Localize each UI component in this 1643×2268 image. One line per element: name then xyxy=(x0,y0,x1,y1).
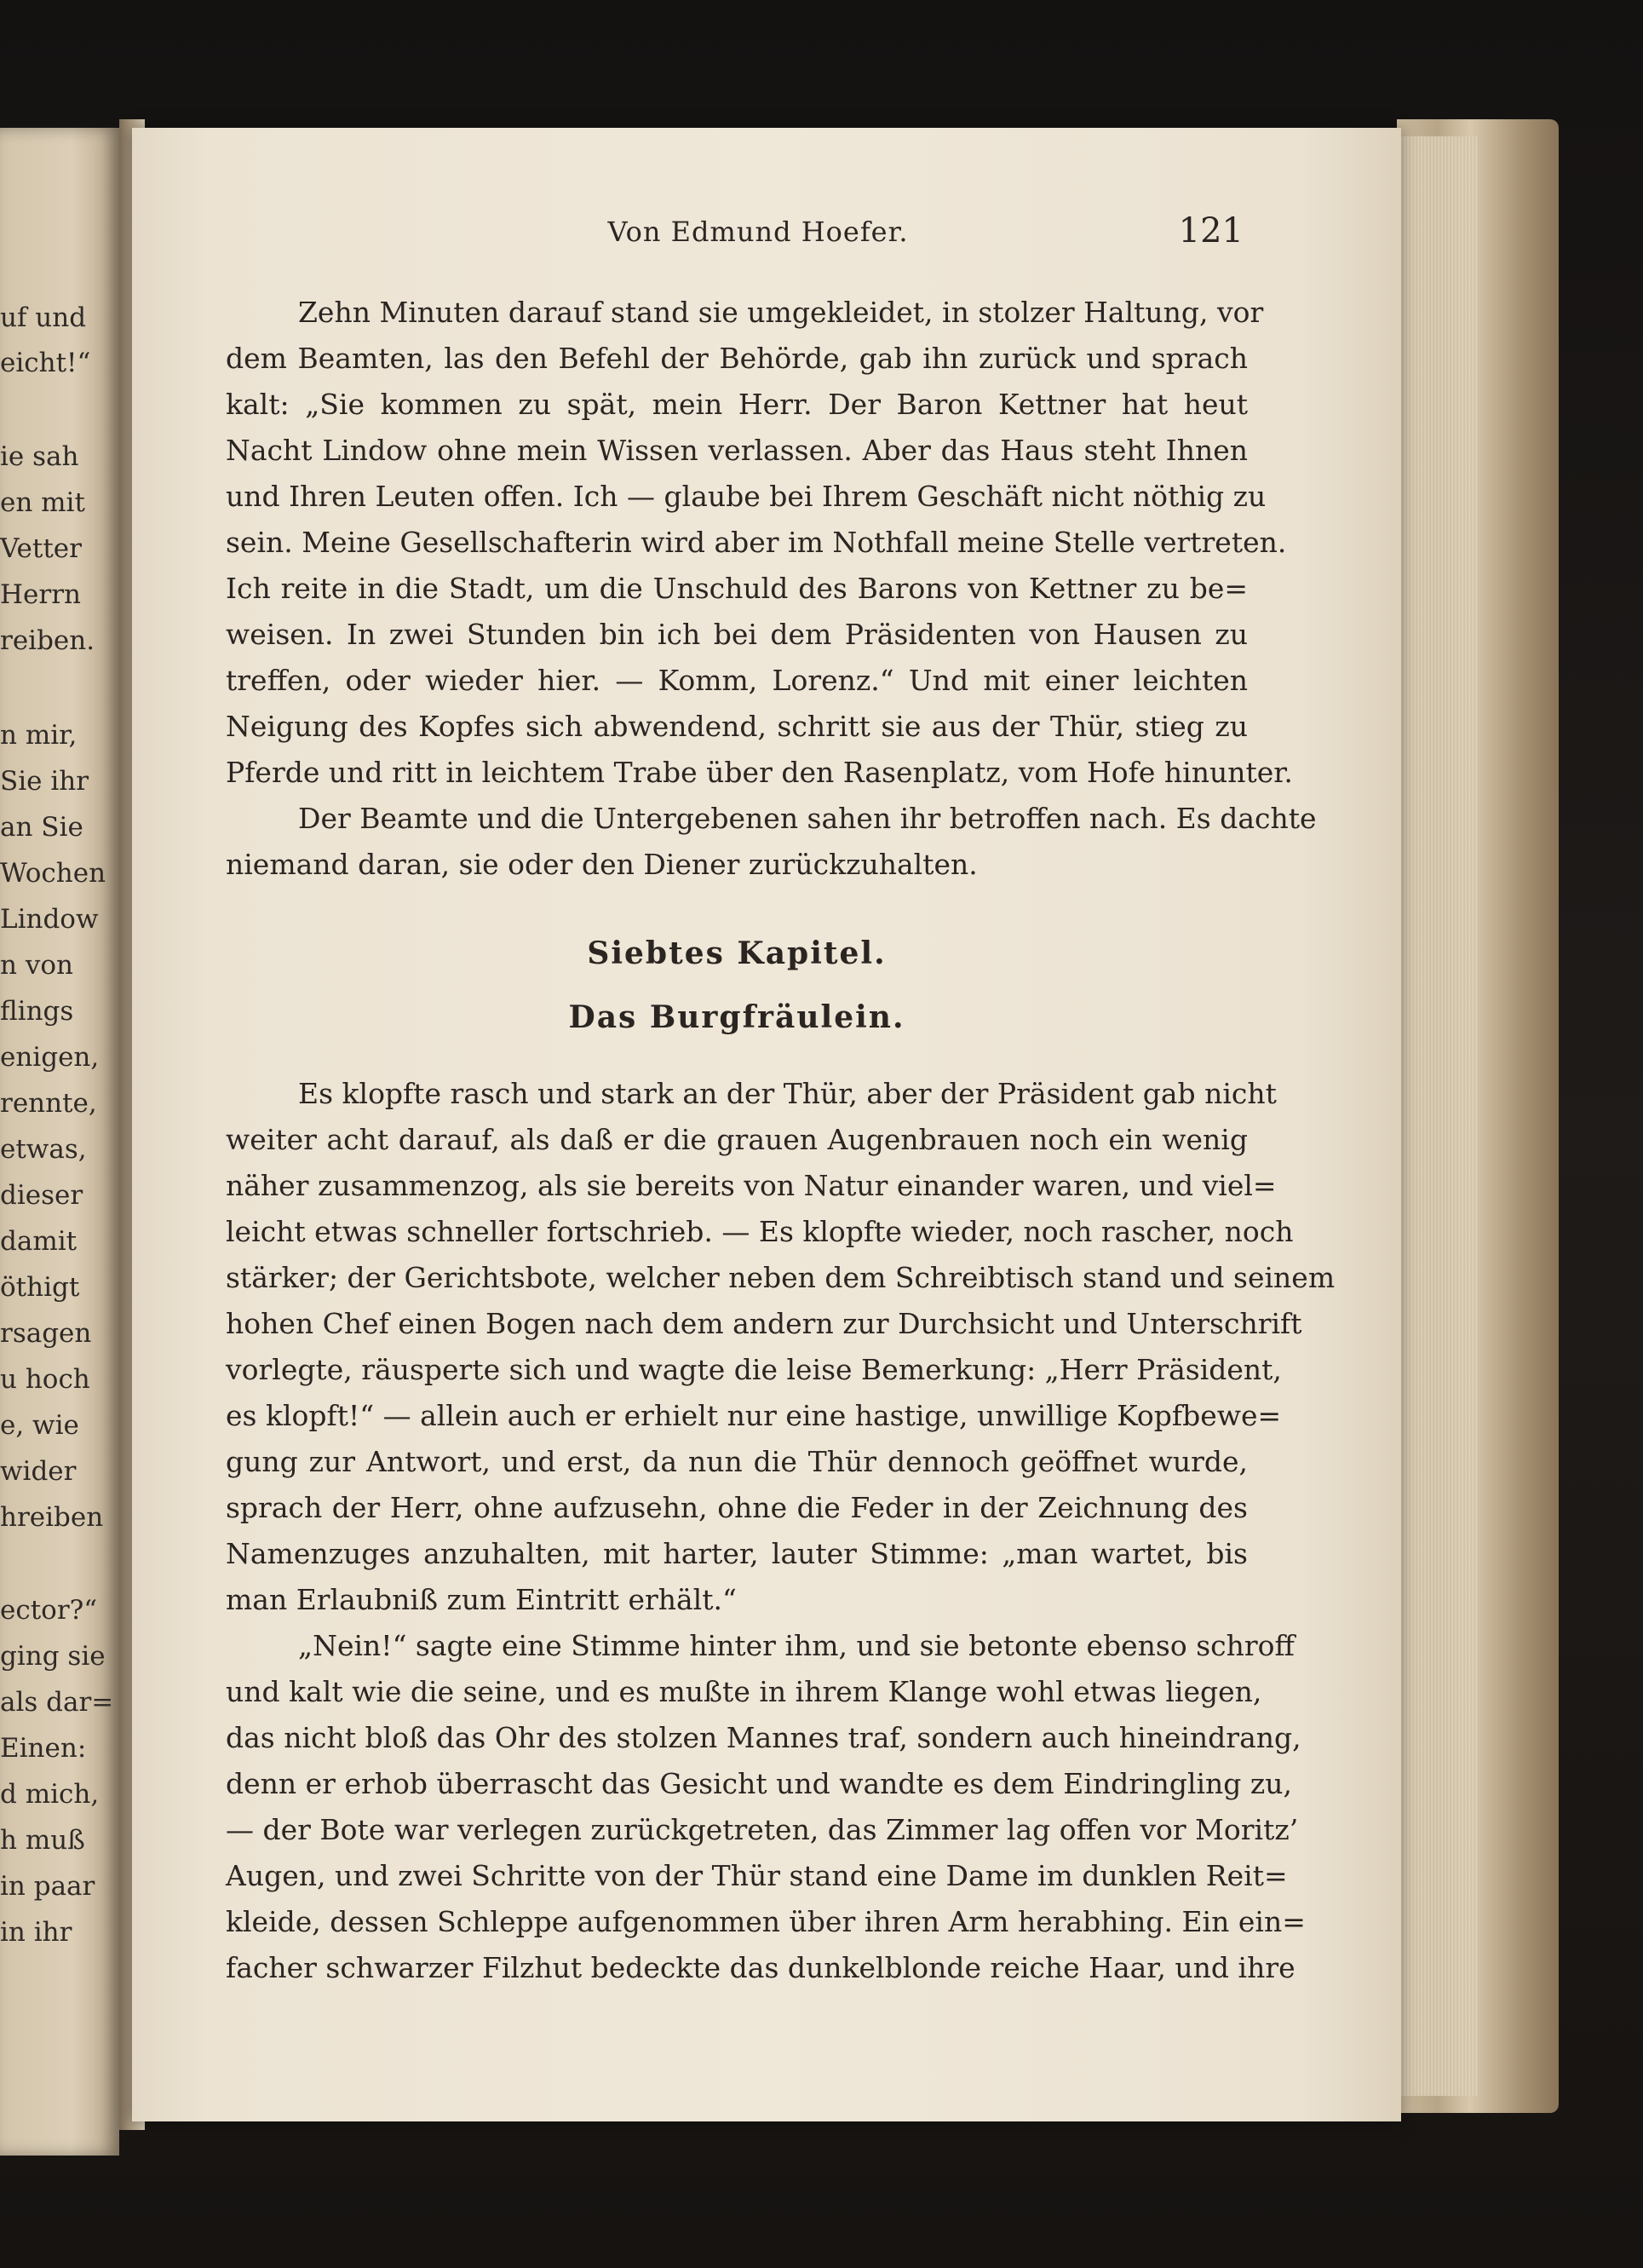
page-number: 121 xyxy=(1178,211,1244,250)
left-page-fragment: rsagen xyxy=(0,1318,92,1349)
text-line: Neigung des Kopfes sich abwendend, schritt sie aus der Thür, stieg zu xyxy=(226,710,1248,743)
left-page xyxy=(0,128,119,2156)
text-line: treffen, oder wieder hier. — Komm, Lorenz.“ Und mit einer leichten xyxy=(226,664,1248,697)
left-page-fragment: eicht!“ xyxy=(0,348,91,378)
left-page-fragment: Vetter xyxy=(0,533,82,564)
left-page-fragment: Wochen xyxy=(0,858,106,889)
text-line: Zehn Minuten darauf stand sie umgekleidet, in stolzer Haltung, vor xyxy=(298,296,1264,329)
left-page-fragment: flings xyxy=(0,996,74,1027)
text-line: gung zur Antwort, und erst, da nun die Thür dennoch geöffnet wurde, xyxy=(226,1445,1248,1478)
left-page-fragment: damit xyxy=(0,1226,78,1257)
text-line: niemand daran, sie oder den Diener zurückzuhalten. xyxy=(226,848,978,881)
chapter-title: Siebtes Kapitel. xyxy=(587,935,887,971)
text-line: Nacht Lindow ohne mein Wissen verlassen. Aber das Haus steht Ihnen xyxy=(226,434,1248,467)
left-page-fragment: öthigt xyxy=(0,1272,80,1303)
text-line: sein. Meine Gesellschafterin wird aber im Nothfall meine Stelle vertreten. xyxy=(226,526,1287,559)
text-line: — der Bote war verlegen zurückgetreten, das Zimmer lag offen vor Moritz’ xyxy=(226,1813,1299,1846)
text-line: Augen, und zwei Schritte von der Thür stand eine Dame im dunklen Reit= xyxy=(226,1859,1288,1892)
text-line: kalt: „Sie kommen zu spät, mein Herr. Der Baron Kettner hat heut xyxy=(226,388,1248,421)
text-line: weisen. In zwei Stunden bin ich bei dem Präsidenten von Hausen zu xyxy=(226,618,1248,651)
text-line: vorlegte, räusperte sich und wagte die leise Bemerkung: „Herr Präsident, xyxy=(226,1353,1282,1386)
left-page-fragment: enigen, xyxy=(0,1042,100,1073)
left-page-fragment: ector?“ xyxy=(0,1595,98,1626)
text-line: das nicht bloß das Ohr des stolzen Mannes traf, sondern auch hineindrang, xyxy=(226,1721,1301,1754)
left-page-fragment: Sie ihr xyxy=(0,766,89,797)
left-page-fragment: d mich, xyxy=(0,1779,100,1810)
left-page-fragment: in paar xyxy=(0,1871,95,1902)
left-page-fragment: Herrn xyxy=(0,579,81,610)
text-line: dem Beamten, las den Befehl der Behörde, gab ihn zurück und sprach xyxy=(226,342,1248,375)
left-page-fragment: rennte, xyxy=(0,1088,97,1119)
left-page-fragment: Lindow xyxy=(0,904,99,935)
text-line: näher zusammenzog, als sie bereits von Natur einander waren, und viel= xyxy=(226,1169,1277,1202)
left-page-fragment: als dar= xyxy=(0,1687,114,1718)
left-page-fragment: n mir, xyxy=(0,720,78,751)
chapter-subtitle: Das Burgfräulein. xyxy=(568,999,905,1035)
left-page-fragment: u hoch xyxy=(0,1364,90,1395)
text-line: denn er erhob überrascht das Gesicht und wandte es dem Eindringling zu, xyxy=(226,1767,1293,1800)
text-line: sprach der Herr, ohne aufzusehn, ohne die Feder in der Zeichnung des xyxy=(226,1491,1248,1524)
text-line: leicht etwas schneller fortschrieb. — Es klopfte wieder, noch rascher, noch xyxy=(226,1215,1294,1248)
text-line: es klopft!“ — allein auch er erhielt nur eine hastige, unwillige Kopfbewe= xyxy=(226,1399,1282,1432)
text-line: facher schwarzer Filzhut bedeckte das dunkelblonde reiche Haar, und ihre xyxy=(226,1951,1295,1984)
left-page-fragment: dieser xyxy=(0,1180,83,1211)
text-line: und Ihren Leuten offen. Ich — glaube bei Ihrem Geschäft nicht nöthig zu xyxy=(226,480,1267,513)
left-page-fragment: an Sie xyxy=(0,812,83,843)
page-stack-edge xyxy=(1401,136,1478,2096)
text-line: stärker; der Gerichtsbote, welcher neben dem Schreibtisch stand und seinem xyxy=(226,1261,1336,1294)
text-line: man Erlaubniß zum Eintritt erhält.“ xyxy=(226,1583,737,1616)
text-line: Es klopfte rasch und stark an der Thür, aber der Präsident gab nicht xyxy=(298,1077,1277,1110)
left-page-fragment: in ihr xyxy=(0,1917,72,1948)
left-page-fragment: ging sie xyxy=(0,1641,106,1672)
text-line: kleide, dessen Schleppe aufgenommen über ihren Arm herabhing. Ein ein= xyxy=(226,1905,1306,1938)
left-page-fragment: n von xyxy=(0,950,73,981)
left-page-fragment: en mit xyxy=(0,487,85,518)
left-page-fragment: e, wie xyxy=(0,1410,79,1441)
left-page-fragment: ie sah xyxy=(0,441,79,472)
left-page-fragment: wider xyxy=(0,1456,77,1487)
text-line: Pferde und ritt in leichtem Trabe über den Rasenplatz, vom Hofe hinunter. xyxy=(226,756,1293,789)
left-page-fragment: hreiben xyxy=(0,1502,104,1533)
left-page-fragment: reiben. xyxy=(0,625,95,656)
text-line: Namenzuges anzuhalten, mit harter, lauter Stimme: „man wartet, bis xyxy=(226,1537,1248,1570)
text-line: weiter acht darauf, als daß er die grauen Augenbrauen noch ein wenig xyxy=(226,1123,1248,1156)
text-line: Ich reite in die Stadt, um die Unschuld des Barons von Kettner zu be= xyxy=(226,572,1248,605)
left-page-fragment: h muß xyxy=(0,1825,85,1856)
running-head: Von Edmund Hoefer. xyxy=(607,216,909,248)
text-line: hohen Chef einen Bogen nach dem andern zur Durchsicht und Unterschrift xyxy=(226,1307,1302,1340)
left-page-fragment: uf und xyxy=(0,302,87,333)
text-line: „Nein!“ sagte eine Stimme hinter ihm, und sie betonte ebenso schroff xyxy=(298,1629,1295,1662)
text-line: und kalt wie die seine, und es mußte in ihrem Klange wohl etwas liegen, xyxy=(226,1675,1262,1708)
left-page-fragment: etwas, xyxy=(0,1134,87,1165)
left-page-fragment: Einen: xyxy=(0,1733,87,1764)
text-line: Der Beamte und die Untergebenen sahen ihr betroffen nach. Es dachte xyxy=(298,802,1317,835)
